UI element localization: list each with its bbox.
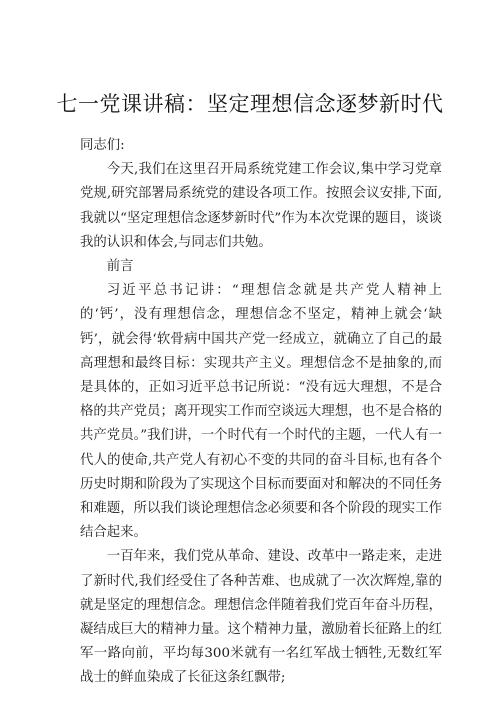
document-body bbox=[80, 134, 442, 691]
paragraph-centenary: 一百年来，我们党从革命、建设、改革中一路走来，走进了新时代,我们经受住了各种苦难、也成就了一次次辉煌,靠的就是坚定的理想信念。理想信念伴随着我们党百年奋斗历程，凝结成巨大的精神力量。这个精神力量，激励着长征路上的红军一路向前，平均每300米就有一名红军战士牺牲,无数红军战士的鲜血染成了长征这条红飘带; bbox=[80, 549, 442, 686]
document-title: 七一党课讲稿：坚定理想信念逐梦新时代 bbox=[56, 92, 444, 116]
paragraph-opening: 今天,我们在这里召开局系统党建工作会议,集中学习党章党规,研究部署局系统党的建设各项工作。按照会议安排,下面,我就以“坚定理想信念逐梦新时代”作为本次党课的题目，谈谈我的认识和体会,与同志们共勉。 bbox=[80, 162, 442, 250]
salutation: 同志们: bbox=[80, 138, 125, 153]
paragraph-ideals: 习近平总书记讲：“理想信念就是共产党人精神上的‘钙’，没有理想信念，理想信念不坚定，精神上就会‘缺钙’，就会得‘软骨病中国共产党一经成立，就确立了自己的最高理想和最终目标：实现共产主义。理想信念不是抽象的,而是具体的，正如习近平总书记所说：“没有远大理想，不是合格的共产党员；离开现实工作而空谈远大理想，也不是合格的共产党员。”我们讲，一个时代有一个时代的主题，一代人有一代人的使命,共产党人有初心不变的共同的奋斗目标,也有各个历史时期和阶段为了实现这个目标而要面对和解决的不同任务和难题，所以我们谈论理想信念必须要和各个阶段的现实工作结合起来。 bbox=[80, 283, 442, 541]
section-heading-preface: 前言 bbox=[106, 259, 134, 275]
